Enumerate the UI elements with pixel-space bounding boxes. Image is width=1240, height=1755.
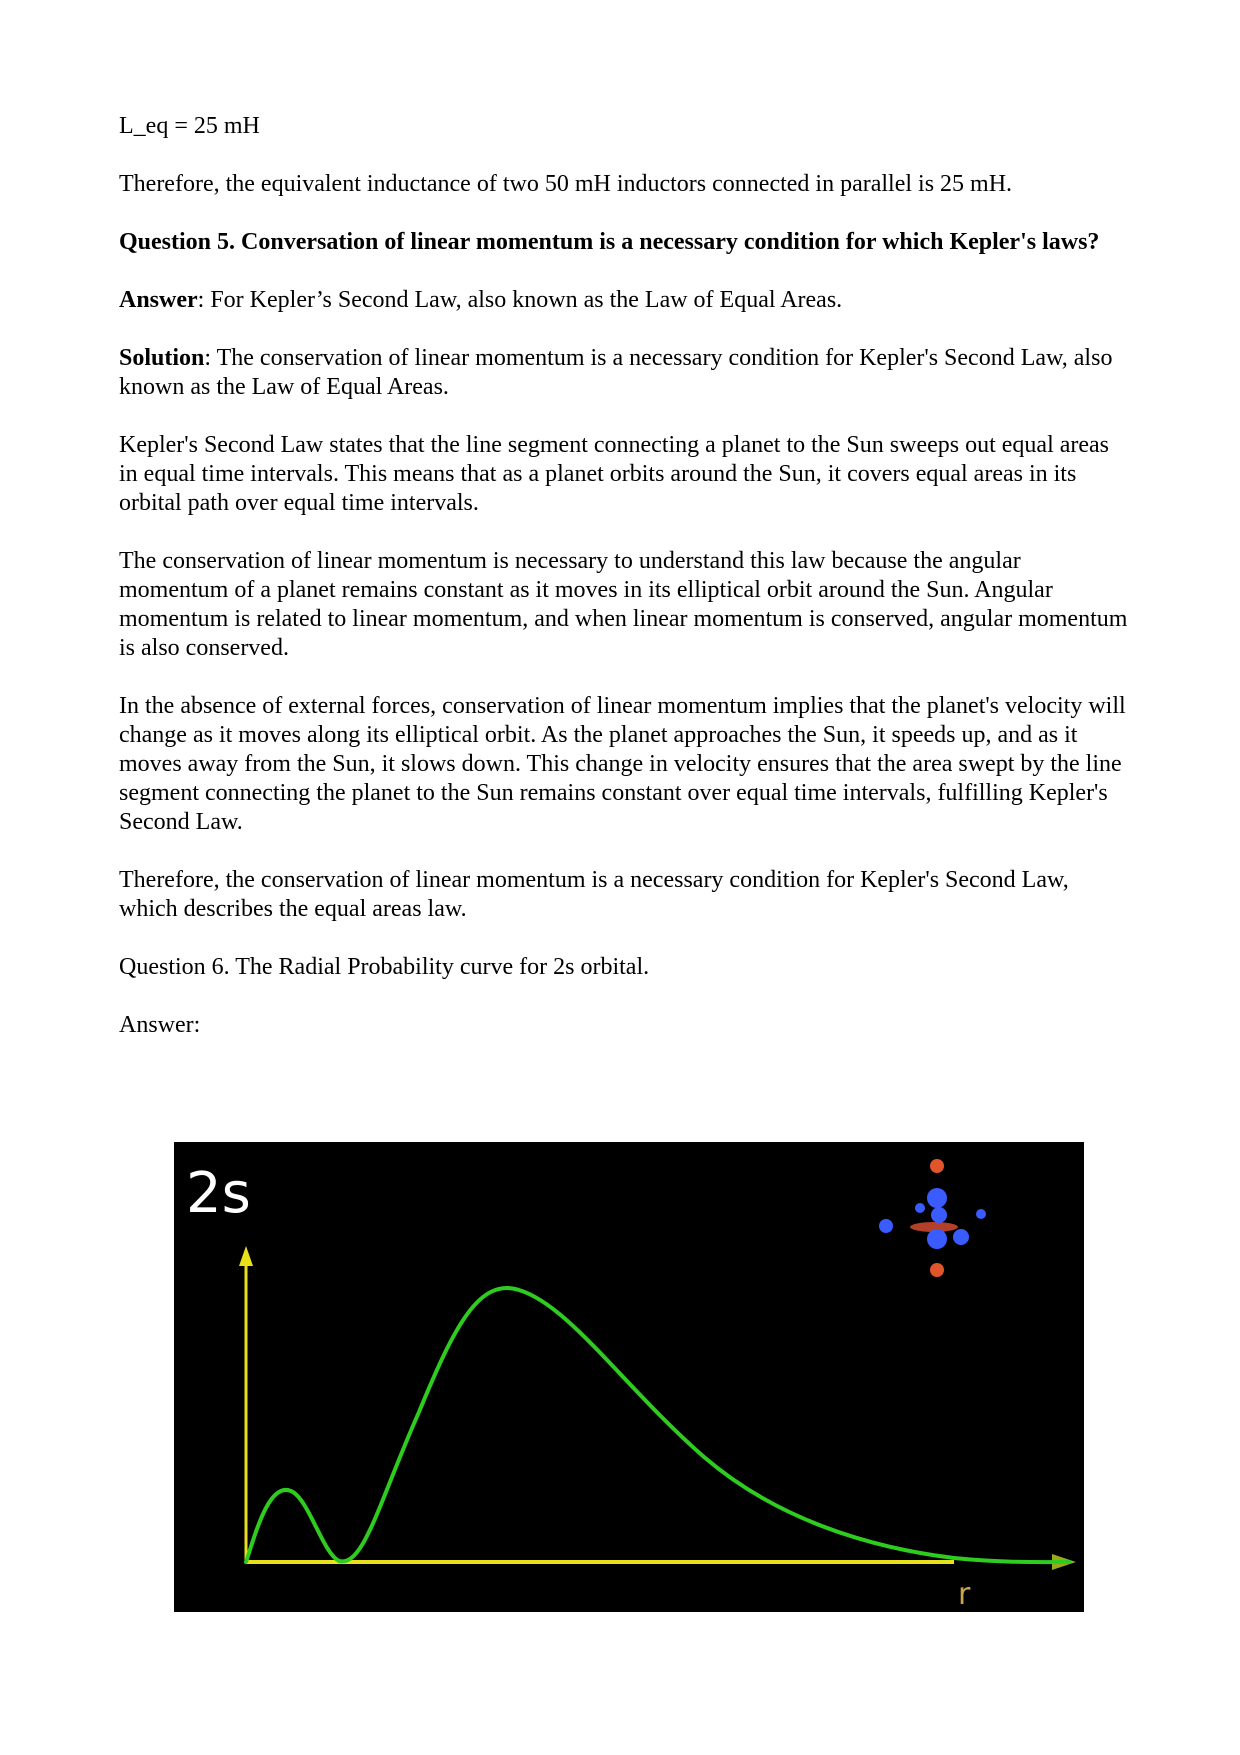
answer-6-label: Answer: [119, 1012, 201, 1038]
figure-background [174, 1142, 1084, 1612]
document-page [119, 112, 1129, 1069]
radial-probability-svg [174, 1142, 1084, 1612]
x-axis-label: r [958, 1577, 971, 1612]
paragraph-inductance-conclusion: Therefore, the equivalent inductance of two 50 mH inductors connected in parallel is 25 mH. [119, 171, 1013, 197]
radial-probability-figure [174, 1142, 1084, 1612]
equation-result: L_eq = 25 mH [119, 113, 260, 139]
question-6: Question 6. The Radial Probability curve for 2s orbital. [119, 954, 650, 980]
solution-5 [119, 344, 1129, 402]
solution-text: : The conservation of linear momentum is a necessary condition for Kepler's Second Law, also known as the Law of Equal Areas. [119, 345, 1113, 400]
paragraph-kepler-second-law: Kepler's Second Law states that the line segment connecting a planet to the Sun sweeps out equal areas in equal time intervals. This means that as a planet orbits around the Sun, it covers equal areas in its orbital path over equal time intervals. [119, 432, 1110, 516]
question-5-text: Question 5. Conversation of linear momentum is a necessary condition for which Kepler's laws? [119, 229, 1100, 255]
figure-title: 2s [186, 1161, 251, 1226]
paragraph-external-forces: In the absence of external forces, conservation of linear momentum implies that the planet's velocity will change as it moves along its elliptical orbit. As the planet approaches the Sun, it speeds up, and as it moves away from the Sun, it slows down. This change in velocity ensures that the area swept by the line segment connecting the planet to the Sun remains constant over equal time intervals, fulfilling Kepler's Second Law. [119, 693, 1126, 835]
answer-5 [119, 286, 1129, 315]
paragraph-therefore: Therefore, the conservation of linear momentum is a necessary condition for Kepler's Second Law, which describes the equal areas law. [119, 867, 1069, 922]
answer-text: : For Kepler’s Second Law, also known as the Law of Equal Areas. [197, 287, 843, 313]
question-5 [119, 228, 1129, 257]
answer-label: Answer [119, 287, 198, 313]
solution-label: Solution [119, 345, 205, 371]
paragraph-conservation: The conservation of linear momentum is necessary to understand this law because the angular momentum of a planet remains constant as it moves in its elliptical orbit around the Sun. Angular momentum is related to linear momentum, and when linear momentum is conserved, angular momentum is also conserved. [119, 548, 1128, 661]
